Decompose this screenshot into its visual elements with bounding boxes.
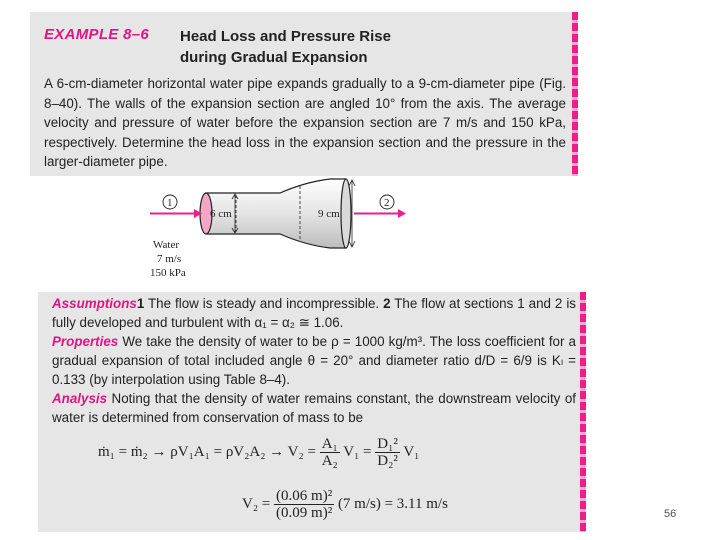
pressure-label: 150 kPa [150,267,186,279]
example-title [180,26,391,68]
continuity-equation: ṁ₁ = ṁ₂ → ρV₁A₁ = ρV₂A₂ → V₂ = $\frac{\text{A₁}}{\text{A₂}}$ V₁ = $\frac{\text{D₁²}}{\text{D₂²}}$ V₁ [98,436,420,469]
diameter-small-label: 6 cm [210,208,232,220]
solution-panel [38,292,580,532]
fluid-label: Water [153,239,179,251]
example-label: EXAMPLE 8–6 [44,26,150,43]
diameter-large-label: 9 cm [318,208,340,220]
page-number: 56 [664,508,677,520]
pipe-expansion-figure [140,176,410,286]
analysis-label: Analysis [52,391,108,406]
margin-strip-top [572,12,578,176]
example-title-line2: during Gradual Expansion [180,49,368,66]
margin-strip-bottom [580,292,586,532]
velocity-equation: V₂ = $\frac{\text{(0.06 m)²}}{\text{(0.09 m)²}}$ (7 m/s) = 3.11 m/s [242,488,448,521]
solution-text: Assumptions1 The flow is steady and incompressible. 2 The flow at sections 1 and 2 is fully developed and turbulent with α₁ = α₂ ≅ 1.06. Properties We take the density of water to be ρ = 1000 kg/m³. The loss coefficient for a gradual expansion of total included angle θ = 20° and diameter ratio d/D = 6/9 is Kₗ = 0.133 (by interpolation using Table 8–4). Analysis Noting that the density of water remains constant, the downstream velocity of water is determined from conservation of mass to be [52,296,577,425]
properties-label: Properties [52,334,119,349]
pipe-outlet [341,179,351,248]
problem-statement: A 6-cm-diameter horizontal water pipe expands gradually to a 9-cm-diameter pipe (Fig. 8–40). The walls of the expansion section are angled 10° from the axis. The average velocity and pressure of water before the expansion section are 7 m/s and 150 kPa, respectively. Determine the head loss in the expansion section and the pressure in the larger-diameter pipe. [44,76,566,169]
station-1-label: 1 [167,197,173,209]
station-2-label: 2 [384,197,390,209]
assumptions-label: Assumptions [52,296,137,311]
example-title-line1: Head Loss and Pressure Rise [180,28,391,45]
velocity-label: 7 m/s [157,253,182,265]
example-header-panel [30,12,572,176]
